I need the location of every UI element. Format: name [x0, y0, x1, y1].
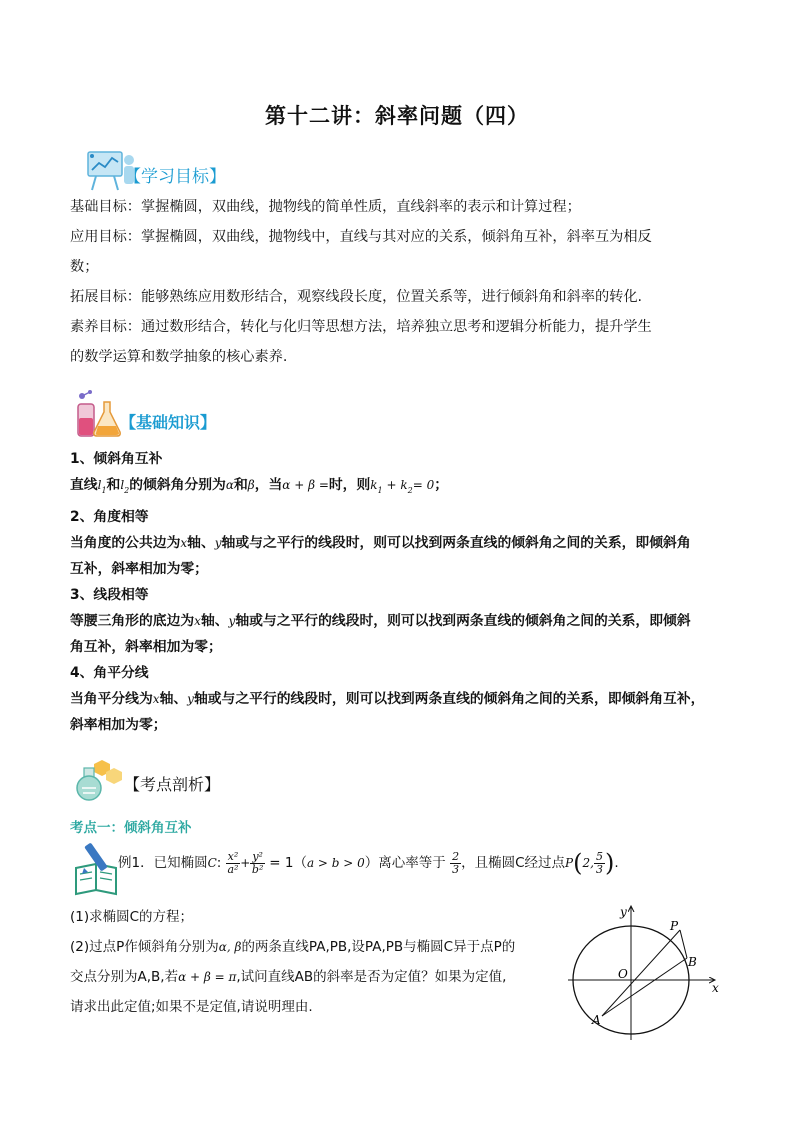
basics-item-text: 斜率相加为零；	[70, 716, 167, 733]
point-title: 考点一：倾斜角互补	[70, 820, 192, 836]
example-statement: 例1．已知椭圆C: $\frac{\text{x²}}{\text{a²}}$ + $\frac{\text{y²}}{\text{b²}}$ = 1（a > b > 0）离心率等于 $\frac{2}{3}$ ，且椭圆C经过点P(2, $\frac{5}{3}$ ).	[118, 849, 619, 877]
fraction: $\frac{\text{x²}}{\text{a²}}$	[227, 849, 239, 876]
fraction: $\frac{5}{3}$	[595, 849, 603, 876]
open-book-icon	[72, 838, 122, 896]
goals-text	[70, 192, 730, 372]
label-y: y	[620, 905, 627, 919]
goal-line: 应用目标：掌握椭圆，双曲线，抛物线中，直线与其对应的关系，倾斜角互补，斜率互为相反	[70, 229, 652, 245]
fraction: $\frac{2}{3}$	[452, 849, 460, 876]
fraction: $\frac{\text{y²}}{\text{b²}}$	[251, 849, 264, 876]
label-x: x	[712, 981, 719, 995]
question-block	[70, 902, 540, 1022]
basics-item-title: 2、角度相等	[70, 508, 149, 525]
question-1: (1)求椭圆C的方程；	[70, 909, 194, 925]
question-2-line: (2)过点P作倾斜角分别为α, β的两条直线PA,PB,设PA,PB与椭圆C异于点P的	[70, 939, 516, 955]
label-p: P	[670, 919, 679, 933]
flask-lab-icon	[72, 758, 128, 802]
chord-pb	[680, 930, 687, 958]
basics-item-text: 等腰三角形的底边为x轴、y轴或与之平行的线段时，则可以找到两条直线的倾斜角之间的关系，即倾斜	[70, 612, 691, 629]
basics-item-title: 3、线段相等	[70, 586, 149, 603]
basics-item-title: 4、角平分线	[70, 664, 149, 681]
label-o: O	[618, 967, 628, 981]
goal-line: 素养目标：通过数形结合，转化与化归等思想方法，培养独立思考和逻辑分析能力，提升学生	[70, 319, 652, 335]
basics-item-text: 当角度的公共边为x轴、y轴或与之平行的线段时，则可以找到两条直线的倾斜角之间的关系，即倾斜角	[70, 534, 691, 551]
label-a: A	[592, 1013, 601, 1027]
basics-heading: 【基础知识】	[120, 413, 217, 432]
goal-line: 拓展目标：能够熟练应用数形结合，观察线段长度，位置关系等，进行倾斜角和斜率的转化.	[70, 289, 643, 305]
goal-line: 的数学运算和数学抽象的核心素养.	[70, 349, 288, 365]
basics-item-title: 1、倾斜角互补	[70, 451, 163, 467]
page-title: 第十二讲：斜率问题（四）	[265, 104, 529, 128]
basics-item-text: 当角平分线为x轴、y轴或与之平行的线段时，则可以找到两条直线的倾斜角之间的关系，即倾斜角互补，	[70, 690, 705, 707]
basics-item-text: 直线$l_1$和$l_2$的倾斜角分别为α和β，当α + β =时，则$k_1 + k_2= 0$；	[70, 477, 449, 495]
goal-line: 基础目标：掌握椭圆，双曲线，抛物线的简单性质，直线斜率的表示和计算过程；	[70, 199, 581, 215]
basics-item-text: 角互补，斜率相加为零；	[70, 638, 222, 655]
question-2-line: 交点分别为A,B,若α + β = π,试问直线AB的斜率是否为定值？如果为定值,	[70, 969, 507, 985]
analysis-heading: 【考点剖析】	[124, 775, 221, 794]
chord-pa	[602, 930, 680, 1016]
basics-content	[70, 446, 750, 738]
question-2-line: 请求出此定值;如果不是定值,请说明理由.	[70, 999, 313, 1015]
goal-line: 数；	[70, 259, 99, 275]
goals-heading: 【学习目标】	[124, 167, 226, 187]
ellipse-figure	[560, 898, 730, 1048]
flask-icon	[72, 388, 124, 440]
basics-item-text: 互补，斜率相加为零；	[70, 560, 208, 577]
chord-ab	[602, 958, 687, 1016]
label-b: B	[688, 955, 697, 969]
